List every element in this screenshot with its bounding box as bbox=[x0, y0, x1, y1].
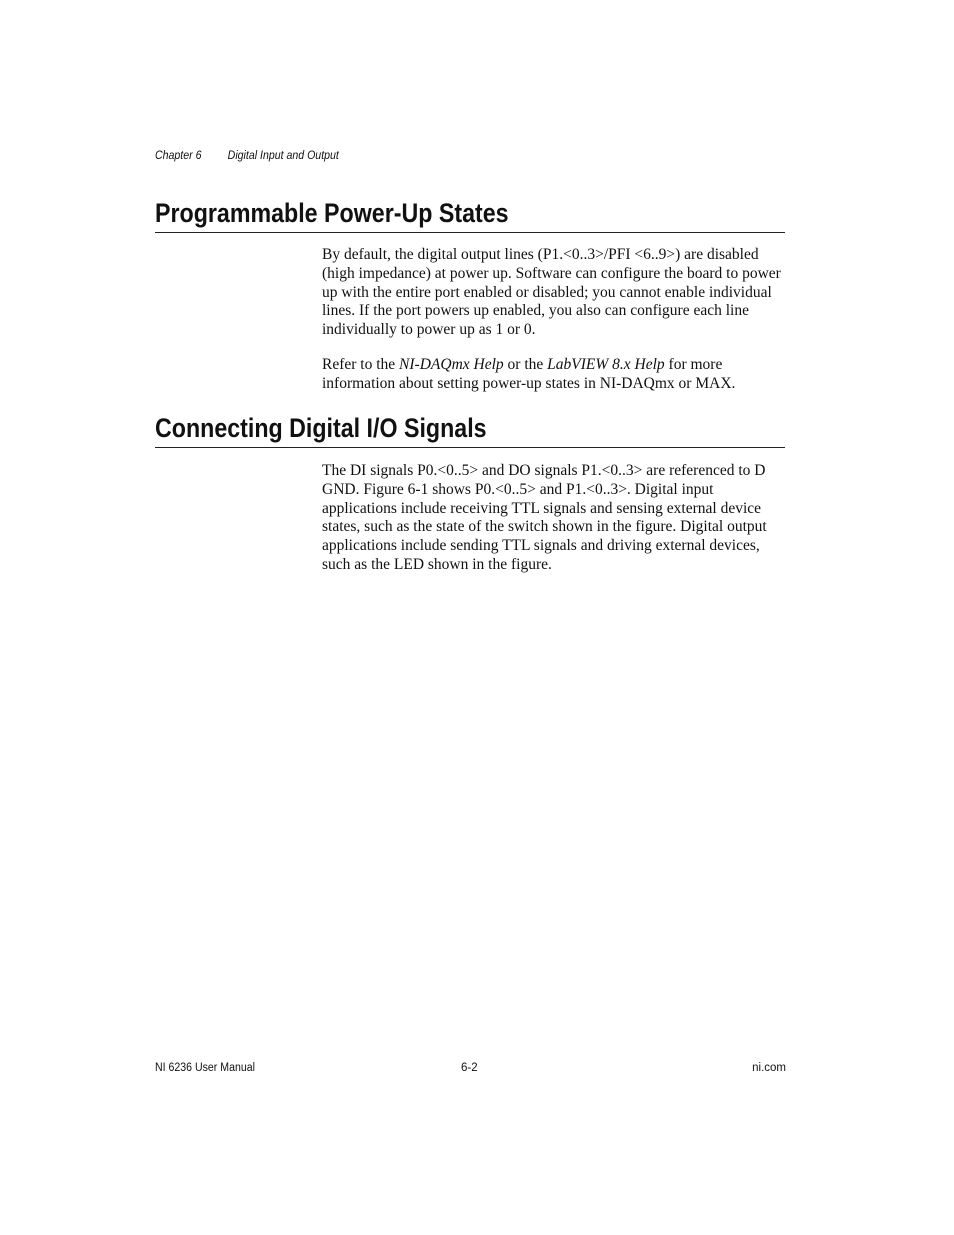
running-header bbox=[155, 150, 339, 162]
text-suffix: for more information about setting power-up states in NI-DAQmx or MAX. bbox=[322, 356, 736, 392]
paragraph-refer-to-help bbox=[322, 356, 788, 394]
section-heading-text: Connecting Digital I/O Signals bbox=[155, 413, 487, 443]
section-heading-power-up-states bbox=[155, 197, 785, 233]
chapter-number: Chapter 6 bbox=[155, 150, 202, 162]
paragraph-di-do-signals: The DI signals P0.<0..5> and DO signals P1.<0..3> are referenced to D GND. Figure 6-1 shows P0.<0..5> and P1.<0..3>. Digital input applications include receiving TTL signals and sensing external device states, such as the state of the switch shown in the figure. Digital output applications include sending TTL signals and driving external devices, such as the LED shown in the figure. bbox=[322, 462, 767, 573]
reference-nidaqmx-help: NI-DAQmx Help bbox=[399, 356, 504, 373]
footer-manual-title: NI 6236 User Manual bbox=[155, 1062, 255, 1074]
chapter-title: Digital Input and Output bbox=[227, 150, 339, 162]
text-prefix: Refer to the bbox=[322, 356, 400, 373]
footer-website: ni.com bbox=[752, 1062, 786, 1074]
reference-labview-help: LabVIEW 8.x Help bbox=[547, 356, 665, 373]
text-mid: or the bbox=[503, 356, 548, 373]
section-heading-connecting-dio bbox=[155, 412, 785, 448]
paragraph-default-output-lines: By default, the digital output lines (P1.<0..3>/PFI <6..9>) are disabled (high impedance) at power up. Software can configure the board to power up with the entire port enabled or disabled; you cannot enable individual lines. If the port powers up enabled, you also can configure each line individually to power up as 1 or 0. bbox=[322, 246, 781, 339]
footer-page-number: 6-2 bbox=[461, 1062, 478, 1074]
section-heading-text: Programmable Power-Up States bbox=[155, 198, 509, 228]
